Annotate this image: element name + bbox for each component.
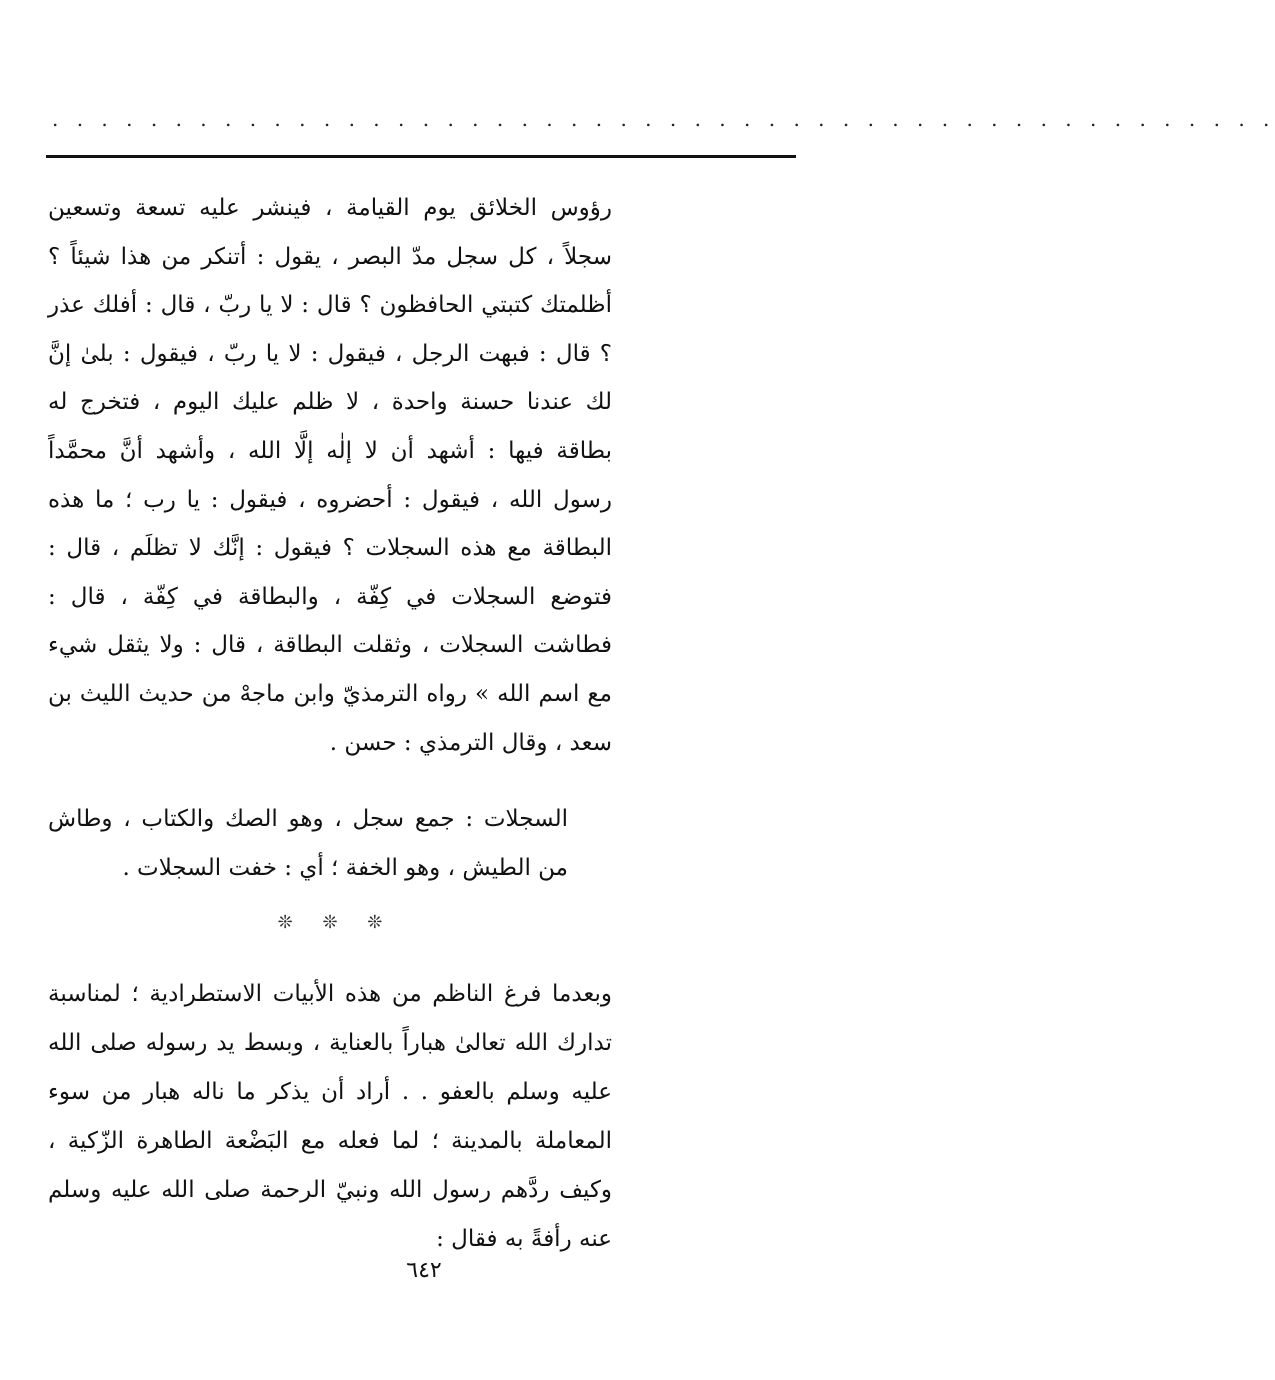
page-number: ٦٤٢: [406, 1258, 442, 1283]
header-rule: [46, 155, 796, 158]
commentary-block: [48, 970, 612, 1264]
glossary-block: [48, 795, 568, 893]
paragraph-hadith: رؤوس الخلائق يوم القيامة ، فينشر عليه تسعة وتسعين سجلاً ، كل سجل مدّ البصر ، يقول : أتنكر من هذا شيئاً ؟ أظلمتك كتبتي الحافظون ؟ قال : لا يا ربّ ، قال : أفلك عذر ؟ قال : فبهت الرجل ، فيقول : لا يا ربّ ، فيقول : بلىٰ إنَّ لك عندنا حسنة واحدة ، لا ظلم عليك اليوم ، فتخرج له بطاقة فيها : أشهد أن لا إلٰه إلَّا الله ، وأشهد أنَّ محمَّداً رسول الله ، فيقول : أحضروه ، فيقول : يا رب ؛ ما هذه البطاقة مع هذه السجلات ؟ فيقول : إنَّك لا تظلَم ، قال : فتوضع السجلات في كِفّة ، والبطاقة في كِفّة ، قال : فطاشت السجلات ، وثقلت البطاقة ، قال : ولا يثقل شيء مع اسم الله » رواه الترمذيّ وابن ماجهْ من حديث الليث بن سعد ، وقال الترمذي : حسن .: [48, 195, 612, 756]
main-text-block: [48, 184, 612, 767]
dotted-header-line: . . . . . . . . . . . . . . . . . . . . . . . . . . . . . . . . . . . . . . . . . . . . . . . . . .: [52, 107, 1275, 131]
paragraph-glossary: السجلات : جمع سجل ، وهو الصك والكتاب ، وطاش من الطيش ، وهو الخفة ؛ أي : خفت السجلات .: [48, 806, 568, 881]
paragraph-commentary: وبعدما فرغ الناظم من هذه الأبيات الاستطرادية ؛ لمناسبة تدارك الله تعالىٰ هباراً بالعناية ، وبسط يد رسوله صلى الله عليه وسلم بالعفو . . أراد أن يذكر ما ناله هبار من سوء المعاملة بالمدينة ؛ لما فعله مع البَضْعة الطاهرة الزّكية ، وكيف ردَّهم رسول الله ونبيّ الرحمة صلى الله عليه وسلم عنه رأفةً به فقال :: [48, 981, 612, 1252]
section-separator: ❊ ❊ ❊: [277, 912, 383, 933]
